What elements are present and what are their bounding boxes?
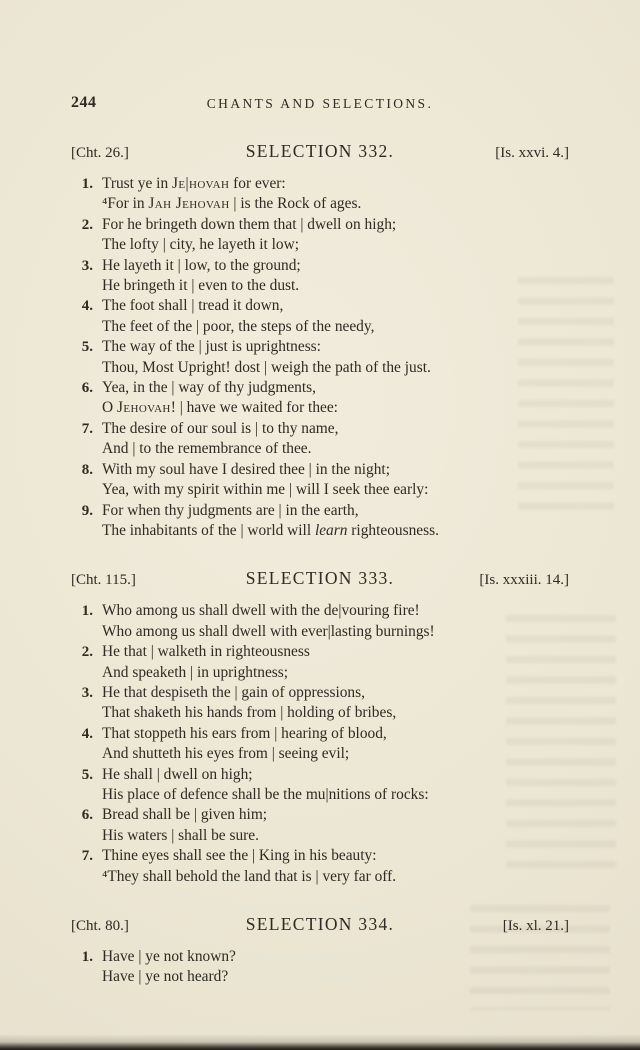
verse	[71, 724, 569, 765]
verse-lines	[102, 215, 569, 256]
verse-lines	[102, 846, 569, 887]
verse-number: 4.	[81, 725, 93, 742]
running-head	[71, 94, 569, 114]
verse-lines	[102, 460, 569, 501]
verse	[71, 174, 569, 215]
verse-list	[71, 601, 569, 887]
verse-lines	[102, 805, 569, 846]
verse-number: 7.	[81, 848, 93, 865]
verse-line: Yea, with my spirit within me | will I seek thee early:	[102, 481, 429, 499]
page-bottom-edge	[0, 1034, 640, 1050]
verse-list	[71, 947, 569, 988]
verse-number: 6.	[81, 380, 93, 397]
verse-line: The inhabitants of the | world will learn righteousness.	[102, 521, 439, 539]
verse-lines	[102, 174, 569, 215]
verse-lines	[102, 296, 569, 337]
verse-line: The way of the | just is uprightness:	[102, 338, 321, 356]
verse-line: The desire of our soul is | to thy name,	[102, 419, 339, 437]
verse-line: He that | walketh in righteousness	[102, 643, 310, 661]
verse-line: Have | ye not heard?	[102, 968, 229, 986]
verse-line: That shaketh his hands from | holding of bribes,	[102, 704, 397, 722]
verse-number: 1.	[81, 603, 93, 620]
verse	[71, 501, 569, 542]
selection-section	[71, 568, 569, 887]
verse-line: He shall | dwell on high;	[102, 765, 253, 783]
verse-line: Who among us shall dwell with ever|lasting burnings!	[102, 622, 435, 640]
verse-number: 5.	[81, 766, 93, 783]
verse-line: For he bringeth down them that | dwell on high;	[102, 215, 397, 233]
verse-line: The foot shall | tread it down,	[102, 297, 284, 315]
running-title: CHANTS AND SELECTIONS.	[206, 96, 434, 111]
verse-number: 4.	[81, 298, 93, 315]
chant-reference: [Cht. 115.]	[71, 572, 136, 589]
verse-lines	[102, 947, 569, 988]
verse-lines	[102, 765, 569, 806]
verse-number: 3.	[81, 684, 93, 701]
verse-lines	[102, 378, 569, 419]
verse-line: O Jehovah! | have we waited for thee:	[102, 399, 338, 417]
verse-line: Thou, Most Upright! dost | weigh the path of the just.	[102, 358, 431, 376]
selection-section	[71, 141, 569, 541]
verse-line: The feet of the | poor, the steps of the needy,	[102, 317, 375, 335]
verse-lines	[102, 642, 569, 683]
verse-line: Who among us shall dwell with the de|vouring fire!	[102, 602, 420, 620]
verse-line: Yea, in the | way of thy judgments,	[102, 379, 316, 397]
chant-reference: [Cht. 26.]	[71, 145, 129, 161]
verse-lines	[102, 601, 569, 642]
verse-line: ⁴They shall behold the land that is | very far off.	[102, 867, 397, 885]
verse-number: 2.	[81, 216, 93, 233]
verse-line: The lofty | city, he layeth it low;	[102, 236, 299, 254]
verse	[71, 642, 569, 683]
verse-lines	[102, 337, 569, 378]
verse-line: For when thy judgments are | in the earth,	[102, 501, 359, 519]
chant-reference: [Cht. 80.]	[71, 918, 129, 934]
verse-number: 3.	[81, 257, 93, 274]
verse-line: He that despiseth the | gain of oppressions,	[102, 683, 365, 701]
verse-line: He layeth it | low, to the ground;	[102, 256, 301, 274]
selection-header	[71, 568, 569, 589]
scripture-reference: [Is. xxxiii. 14.]	[479, 572, 569, 589]
verse-lines	[102, 724, 569, 765]
selections-container	[71, 141, 569, 988]
scripture-reference: [Is. xxvi. 4.]	[495, 145, 569, 161]
verse-number: 8.	[81, 461, 93, 478]
verse-line: That stoppeth his ears from | hearing of blood,	[102, 724, 387, 742]
selection-header	[71, 141, 569, 162]
selection-title: SELECTION 334.	[245, 914, 395, 934]
verse	[71, 460, 569, 501]
scripture-reference: [Is. xl. 21.]	[502, 918, 569, 934]
selection-title: SELECTION 333.	[245, 568, 395, 589]
verse-number: 2.	[81, 644, 93, 661]
verse-number: 9.	[81, 502, 93, 519]
selection-section	[71, 914, 569, 988]
verse-lines	[102, 419, 569, 460]
verse	[71, 947, 569, 988]
verse-list	[71, 174, 569, 541]
selection-title: SELECTION 332.	[245, 141, 395, 161]
verse-number: 1.	[81, 176, 93, 192]
verse	[71, 378, 569, 419]
verse-line: He bringeth it | even to the dust.	[102, 277, 300, 295]
verse	[71, 765, 569, 806]
verse	[71, 601, 569, 642]
verse-line: And speaketh | in uprightness;	[102, 663, 289, 681]
page-number: 244	[71, 94, 97, 111]
verse-line: Trust ye in Je|hovah for ever:	[102, 175, 286, 192]
verse-line: And | to the remembrance of thee.	[102, 440, 312, 458]
selection-header	[71, 914, 569, 935]
verse	[71, 256, 569, 297]
verse-lines	[102, 256, 569, 297]
verse	[71, 296, 569, 337]
verse-number: 6.	[81, 807, 93, 824]
verse-line: His waters | shall be sure.	[102, 826, 259, 844]
verse-lines	[102, 501, 569, 542]
verse	[71, 419, 569, 460]
verse-line: And shutteth his eyes from | seeing evil;	[102, 745, 350, 763]
verse-line: With my soul have I desired thee | in the night;	[102, 460, 390, 478]
verse-line: Bread shall be | given him;	[102, 806, 268, 824]
verse-line: ⁴For in Jah Jehovah | is the Rock of ages.	[102, 195, 362, 213]
verse	[71, 683, 569, 724]
verse	[71, 805, 569, 846]
verse-number: 7.	[81, 420, 93, 437]
verse-line: Thine eyes shall see the | King in his beauty:	[102, 847, 377, 865]
verse-lines	[102, 683, 569, 724]
verse	[71, 215, 569, 256]
verse-number: 5.	[81, 339, 93, 356]
verse-line: Have | ye not known?	[102, 948, 236, 965]
verse	[71, 846, 569, 887]
verse-line: His place of defence shall be the mu|nitions of rocks:	[102, 785, 429, 803]
verse-number: 1.	[81, 949, 93, 965]
verse	[71, 337, 569, 378]
